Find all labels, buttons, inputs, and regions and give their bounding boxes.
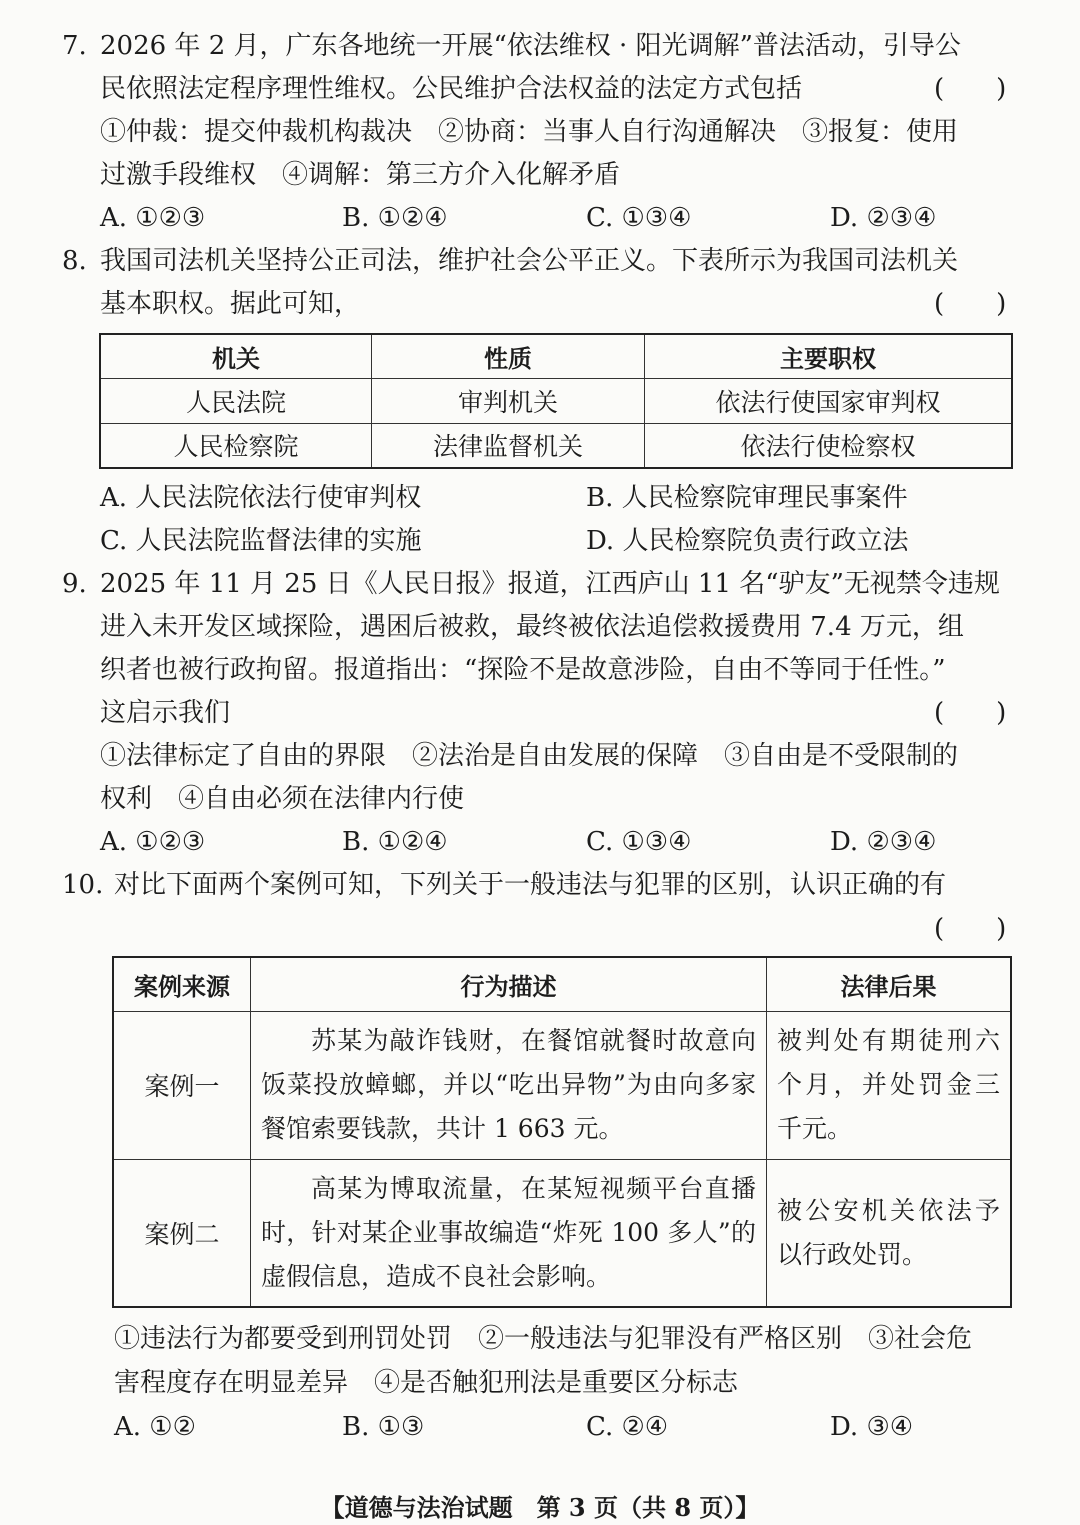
case-description-cell: 高某为博取流量，在某短视频平台直播时，针对某企业事故编造“炸死 100 多人”的虚假信息，造成不良社会影响。 xyxy=(251,1159,767,1307)
table-row xyxy=(100,423,1012,468)
table-row xyxy=(113,1159,1011,1307)
option-a: A. ①② xyxy=(114,1412,196,1442)
question-text-line: 2026 年 2 月，广东各地统一开展“依法维权 · 阳光调解”普法活动，引导公 xyxy=(100,31,961,61)
question-text-line: 对比下面两个案例可知，下列关于一般违法与犯罪的区别，认识正确的有 xyxy=(114,870,947,900)
question-text-line: 基本职权。据此可知， xyxy=(100,289,361,319)
question-text-line: 2025 年 11 月 25 日《人民日报》报道，江西庐山 11 名“驴友”无视禁令违规 xyxy=(100,569,1000,599)
question-text-line: 织者也被行政拘留。报道指出：“探险不是故意涉险，自由不等同于任性。” xyxy=(100,655,946,685)
table-row xyxy=(100,378,1012,423)
option-d: D. ③④ xyxy=(830,1412,914,1442)
question-number: 9. xyxy=(62,569,87,599)
case-source-cell: 案例一 xyxy=(113,1011,251,1159)
case-source-cell: 案例二 xyxy=(113,1159,251,1307)
table-header-row xyxy=(100,334,1012,378)
question-text-line: 进入未开发区域探险，遇困后被救，最终被依法追偿救援费用 7.4 万元，组 xyxy=(100,612,964,642)
table-header-cell: 法律后果 xyxy=(767,957,1012,1011)
statement-line: 权利 ④自由必须在法律内行使 xyxy=(100,784,465,814)
option-b: B. ①②④ xyxy=(342,203,448,233)
table-cell: 法律监督机关 xyxy=(372,423,645,468)
statement-line: ①仲裁：提交仲裁机构裁决 ②协商：当事人自行沟通解决 ③报复：使用 xyxy=(100,117,959,147)
case-result-cell: 被判处有期徒刑六个月，并处罚金三千元。 xyxy=(767,1011,1012,1159)
option-b: B. ①③ xyxy=(342,1412,425,1442)
answer-blank: ( ) xyxy=(934,914,1007,944)
table-header-cell: 性质 xyxy=(372,334,645,378)
option-a: A. ①②③ xyxy=(100,203,206,233)
case-description-cell: 苏某为敲诈钱财，在餐馆就餐时故意向饭菜投放蟑螂，并以“吃出异物”为由向多家餐馆索要钱款，共计 1 663 元。 xyxy=(251,1011,767,1159)
question-number: 10. xyxy=(62,870,104,900)
option-c: C. ①③④ xyxy=(586,827,692,857)
table-cell: 人民法院 xyxy=(100,378,372,423)
page-footer: 【道德与法治试题 第 3 页（共 8 页）】 xyxy=(320,1493,760,1522)
case-comparison-table xyxy=(112,956,1012,1308)
option-d: D. ②③④ xyxy=(830,203,937,233)
option-d: D. 人民检察院负责行政立法 xyxy=(586,526,909,556)
table-cell: 依法行使国家审判权 xyxy=(645,378,1013,423)
option-c: C. ②④ xyxy=(586,1412,669,1442)
table-header-row xyxy=(113,957,1011,1011)
statement-line: ①违法行为都要受到刑罚处罚 ②一般违法与犯罪没有严格区别 ③社会危 xyxy=(114,1324,973,1354)
table-cell: 依法行使检察权 xyxy=(645,423,1013,468)
question-text-line: 我国司法机关坚持公正司法，维护社会公平正义。下表所示为我国司法机关 xyxy=(100,246,959,276)
question-text-line: 民依照法定程序理性维权。公民维护合法权益的法定方式包括 xyxy=(100,74,803,104)
table-cell: 人民检察院 xyxy=(100,423,372,468)
option-b: B. 人民检察院审理民事案件 xyxy=(586,483,908,513)
table-header-cell: 行为描述 xyxy=(251,957,767,1011)
option-d: D. ②③④ xyxy=(830,827,937,857)
statement-line: 害程度存在明显差异 ④是否触犯刑法是重要区分标志 xyxy=(114,1368,739,1398)
judicial-organs-table xyxy=(99,333,1013,469)
question-number: 8. xyxy=(62,246,87,276)
option-a: A. ①②③ xyxy=(100,827,206,857)
statement-line: 过激手段维权 ④调解：第三方介入化解矛盾 xyxy=(100,160,621,190)
table-row xyxy=(113,1011,1011,1159)
answer-blank: ( ) xyxy=(934,289,1007,319)
option-c: C. 人民法院监督法律的实施 xyxy=(100,526,422,556)
case-result-cell: 被公安机关依法予以行政处罚。 xyxy=(767,1159,1012,1307)
question-text-line: 这启示我们 xyxy=(100,698,231,728)
answer-blank: ( ) xyxy=(934,74,1007,104)
table-cell: 审判机关 xyxy=(372,378,645,423)
table-header-cell: 主要职权 xyxy=(645,334,1013,378)
answer-blank: ( ) xyxy=(934,698,1007,728)
option-b: B. ①②④ xyxy=(342,827,448,857)
statement-line: ①法律标定了自由的界限 ②法治是自由发展的保障 ③自由是不受限制的 xyxy=(100,741,959,771)
table-header-cell: 机关 xyxy=(100,334,372,378)
option-c: C. ①③④ xyxy=(586,203,692,233)
option-a: A. 人民法院依法行使审判权 xyxy=(100,483,422,513)
table-header-cell: 案例来源 xyxy=(113,957,251,1011)
question-number: 7. xyxy=(62,31,87,61)
